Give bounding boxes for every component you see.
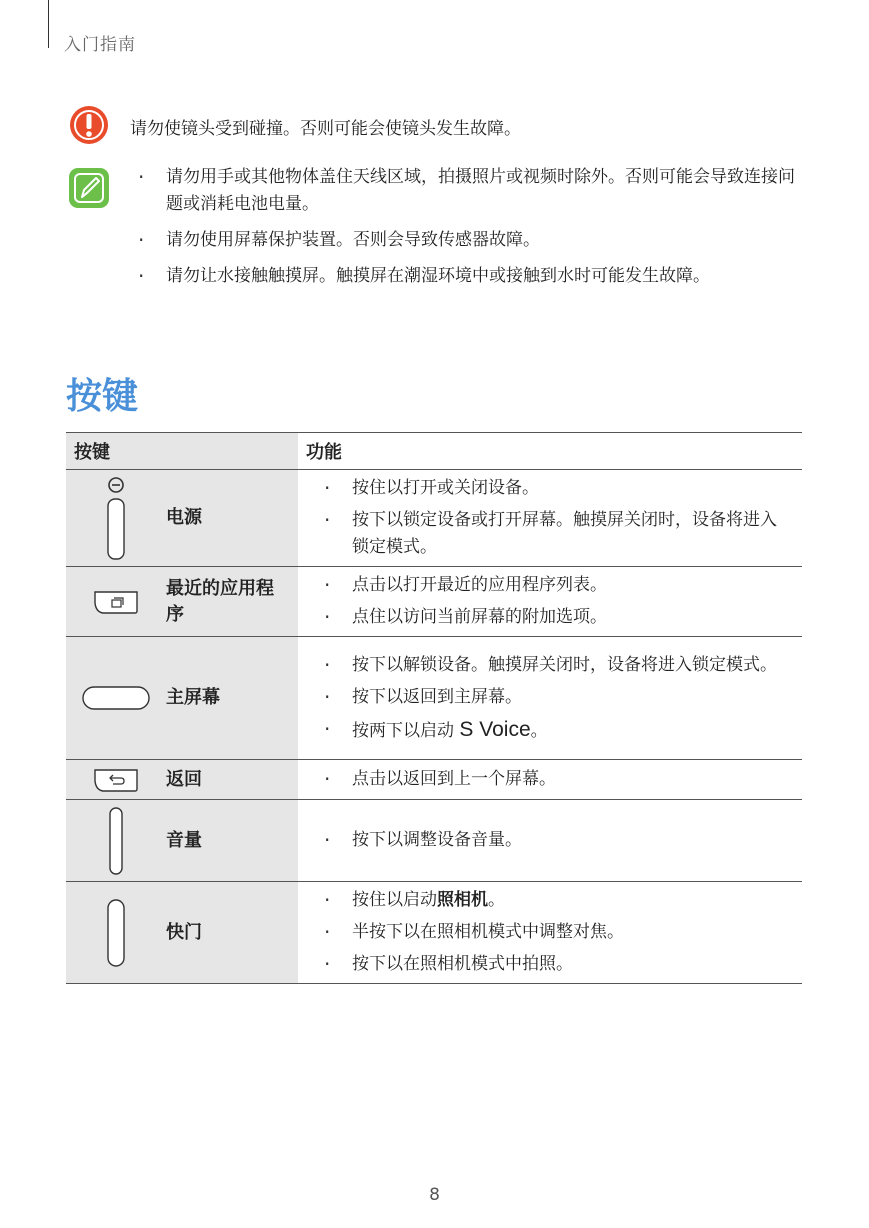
key-name: 电源 [166,507,202,528]
keys-title: 按键 [66,376,139,417]
function-cell [298,470,802,567]
function-cell [298,637,802,760]
function-item: · 点住以访问当前屏幕的附加选项。 [316,604,782,631]
function-item: · 半按下以在照相机模式中调整对焦。 [316,919,782,946]
caution-text: 请勿使镜头受到碰撞。否则可能会使镜头发生故障。 [130,119,521,139]
function-item: · 点击以打开最近的应用程序列表。 [316,572,782,599]
key-cell [66,567,298,637]
back-key-icon [91,767,141,793]
table-header-row [66,433,802,470]
key-cell [66,760,298,800]
table-row [66,567,802,637]
section-header: 入门指南 [64,35,136,55]
key-cell [66,470,298,567]
camera-term: 照相机 [437,890,488,910]
note-icon [68,167,110,209]
function-text: 。 [530,720,548,741]
function-item: · 按下以返回到主屏幕。 [316,684,782,711]
function-item: · 按住以打开或关闭设备。 [316,475,782,502]
note-item: · 请勿使用屏幕保护装置。否则会导致传感器故障。 [130,227,810,254]
header-rule [48,0,49,48]
function-item: · 按下以锁定设备或打开屏幕。触摸屏关闭时，设备将进入锁定模式。 [316,507,782,561]
function-text: 按两下以启动 [352,720,460,741]
table-row [66,470,802,567]
function-item: · 按下以调整设备音量。 [316,827,782,854]
function-item: · 按下以在照相机模式中拍照。 [316,951,782,978]
home-key-icon [81,684,151,712]
page-number: 8 [429,1185,440,1205]
key-name: 快门 [166,921,202,943]
key-name: 返回 [166,768,202,790]
volume-key-icon [107,806,125,876]
column-header-key: 按键 [66,433,298,470]
recent-apps-key-icon [91,589,141,615]
key-cell [66,637,298,760]
note-list [130,164,810,299]
table-row [66,760,802,800]
key-cell [66,882,298,984]
function-item [316,887,782,914]
function-item: · 点击以返回到上一个屏幕。 [316,766,782,793]
function-text: 按住以启动 [352,890,437,910]
shutter-key-icon [105,898,127,968]
function-item: · 按下以解锁设备。触摸屏关闭时，设备将进入锁定模式。 [316,652,782,679]
key-name: 最近的应用程序 [166,577,274,625]
s-voice-term: S Voice [459,717,531,741]
keys-table [66,432,802,984]
note-item: · 请勿用手或其他物体盖住天线区域，拍摄照片或视频时除外。否则可能会导致连接问题或消耗电池电量。 [130,164,810,218]
function-cell [298,567,802,637]
function-cell [298,760,802,800]
key-name: 音量 [166,829,202,851]
column-header-function: 功能 [298,433,802,470]
function-item [316,716,782,745]
function-cell [298,882,802,984]
table-row [66,800,802,882]
function-cell [298,800,802,882]
caution-icon [68,104,110,146]
table-row [66,882,802,984]
function-text: 。 [488,890,505,910]
table-row [66,637,802,760]
note-item: · 请勿让水接触触摸屏。触摸屏在潮湿环境中或接触到水时可能发生故障。 [130,263,810,290]
key-cell [66,800,298,882]
power-key-icon [104,475,128,561]
key-name: 主屏幕 [166,687,220,708]
